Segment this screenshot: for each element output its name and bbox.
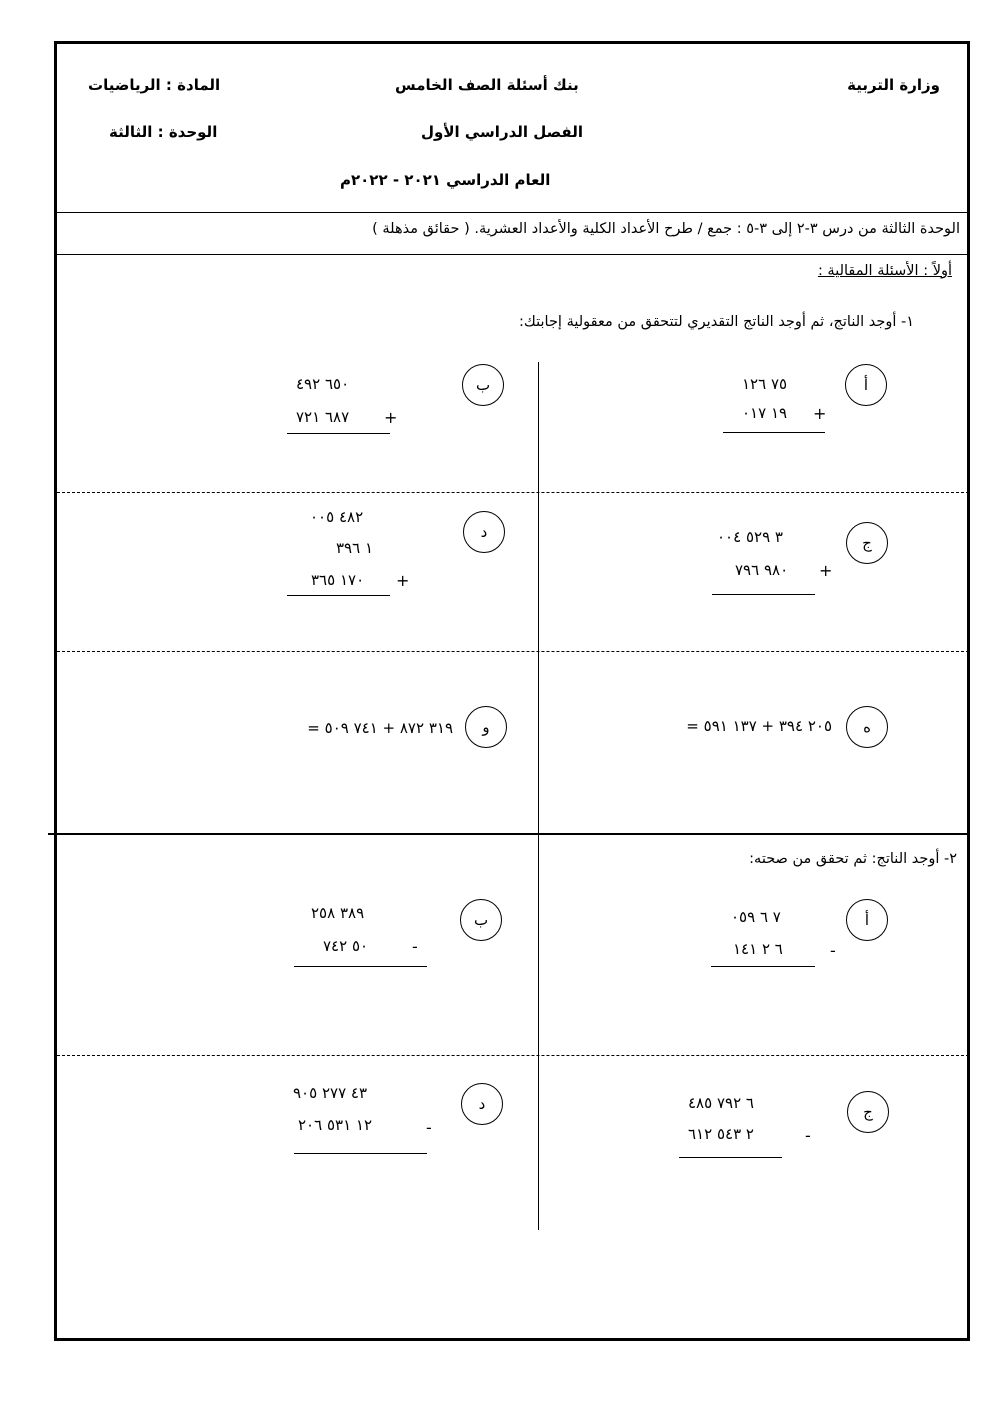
header-divider [55,212,969,213]
row-divider-2 [57,651,969,652]
q1-f-label: و [465,706,507,748]
q2-c-line1: ٦ ٧٩٢ ٤٨٥ [688,1094,754,1112]
row-divider-1 [57,492,969,493]
ministry-name: وزارة التربية [847,76,940,94]
q2-b-answer-line [294,966,427,967]
q1-b-line2: ٦٨٧ ٧٢١ [296,408,350,426]
q1-c-line1: ٣ ٥٢٩ ٠٠٤ [717,528,783,546]
q2-d-line1: ٤٣ ٢٧٧ ٩٠٥ [293,1084,368,1102]
q2-d-label: د [461,1083,503,1125]
q2-d-line2: ١٢ ٥٣١ ٢٠٦ [298,1116,373,1134]
q1-e-label: ه [846,706,888,748]
q1-c-answer-line [712,594,815,595]
q2-instruction: ٢- أوجد الناتج: ثم تحقق من صحته: [749,851,957,867]
q1-c-line2: ٩٨٠ ٧٩٦ [735,561,789,579]
q2-c-line2: ٢ ٥٤٣ ٦١٢ [688,1125,754,1143]
q1-a-label: أ [845,364,887,406]
unit-label: الوحدة : الثالثة [109,123,218,141]
q2-a-operator: - [830,941,836,960]
q2-c-operator: - [805,1126,811,1145]
q1-b-answer-line [287,433,390,434]
section-title: أولاً : الأسئلة المقالية : [817,263,952,279]
q2-b-operator: - [412,937,418,956]
subject-label: المادة : الرياضيات [88,76,221,94]
q2-a-answer-line [711,966,815,967]
q2-d-answer-line [294,1153,427,1154]
q1-d-line2: ١ ٣٩٦ [336,539,374,557]
q1-a-line1: ٧٥ ١٢٦ [742,375,788,393]
q2-b-line1: ٣٨٩ ٢٥٨ [311,904,365,922]
q1-a-operator: + [813,404,827,423]
q1-e-expression: ٢٠٥ ٣٩٤ + ١٣٧ ٥٩١ = [686,717,832,735]
academic-year: العام الدراسي ٢٠٢١ - ٢٠٢٢م [340,171,551,189]
q2-b-label: ب [460,899,502,941]
q2-d-operator: - [426,1118,432,1137]
q2-a-label: أ [846,899,888,941]
q1-b-operator: + [384,408,398,427]
q2-c-answer-line [679,1157,782,1158]
bank-title: بنك أسئلة الصف الخامس [395,76,579,94]
section-divider [48,833,969,835]
q1-a-line2: ١٩ ٠١٧ [742,404,788,422]
q1-b-label: ب [462,364,504,406]
q2-a-line2: ٦ ٢ ١٤١ [733,940,783,958]
unit-description: الوحدة الثالثة من درس ٣-٢ إلى ٣-٥ : جمع / طرح الأعداد الكلية والأعداد العشرية. ( حقائق مذهلة ) [372,221,960,237]
q1-instruction: ١- أوجد الناتج، ثم أوجد الناتج التقديري لتتحقق من معقولية إجابتك: [519,314,914,330]
q1-d-operator: + [396,571,410,590]
q2-a-line1: ٧ ٦ ٠٥٩ [731,908,781,926]
q1-d-line1: ٤٨٢ ٠٠٥ [310,508,364,526]
q1-d-answer-line [287,595,390,596]
q1-c-label: ج [846,522,888,564]
q2-c-label: ج [847,1091,889,1133]
semester-label: الفصل الدراسي الأول [421,123,583,141]
q1-c-operator: + [819,561,833,580]
q1-f-expression: ٣١٩ ٨٧٢ + ٧٤١ ٥٠٩ = [307,719,453,737]
q1-a-answer-line [723,432,825,433]
q1-d-line3: ١٧٠ ٣٦٥ [311,571,365,589]
q1-b-line1: ٦٥٠ ٤٩٢ [296,375,350,393]
row-divider-3 [57,1055,969,1056]
q2-b-line2: ٥٠ ٧٤٢ [323,937,369,955]
unit-divider [55,254,969,255]
q1-d-label: د [463,511,505,553]
